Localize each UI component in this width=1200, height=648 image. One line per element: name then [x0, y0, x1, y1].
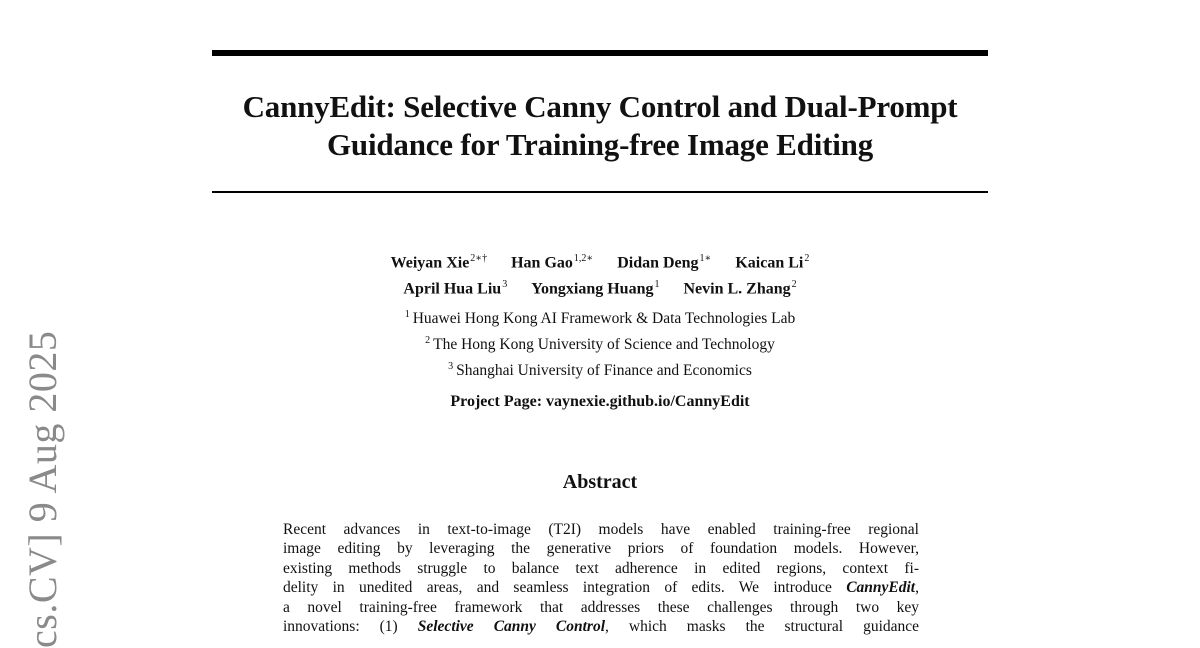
author: Didan Deng$^{1∗}$: [617, 253, 712, 272]
project-page-link[interactable]: Project Page: vaynexie.github.io/CannyEdit: [450, 393, 750, 410]
author-line-1: [212, 248, 988, 274]
author: Nevin L. Zhang$^2$: [683, 279, 797, 298]
author: April Hua Liu$^3$: [403, 279, 508, 298]
paper-title: [212, 88, 988, 164]
abstract-line: a novel training-free framework that addresses these challenges through two key: [283, 598, 919, 616]
title-line-1: CannyEdit: Selective Canny Control and Dual-Prompt: [242, 89, 958, 124]
method-name-emphasis: CannyEdit: [846, 579, 916, 597]
abstract-line: innovations: (1) Selective Canny Control, which masks the structural guidance: [283, 618, 920, 636]
abstract-line: existing methods struggle to balance text adherence in edited regions, context fi-: [283, 559, 919, 577]
arxiv-side-stamp: cs.CV] 9 Aug 2025: [20, 330, 65, 648]
top-rule: [212, 50, 988, 56]
author-line-2: [212, 274, 988, 300]
author: Weiyan Xie$^{2∗\dagger}$: [390, 253, 488, 272]
author-list: [212, 248, 988, 301]
abstract-body: [283, 520, 919, 636]
title-line-2: Guidance for Training-free Image Editing: [327, 127, 873, 162]
author: Kaican Li$^2$: [735, 253, 810, 272]
affiliation: $^1$ Huawei Hong Kong AI Framework & Data Technologies Lab: [404, 309, 796, 328]
affiliation: $^3$ Shanghai University of Finance and Economics: [448, 361, 752, 380]
selective-canny-emphasis: Selective Canny Control: [417, 618, 606, 636]
abstract-line: delity in unedited areas, and seamless integration of edits. We introduce CannyEdit,: [283, 579, 919, 597]
abstract-heading: Abstract: [562, 471, 638, 493]
affiliation: $^2$ The Hong Kong University of Science and Technology: [425, 335, 775, 354]
author: Yongxiang Huang$^1$: [531, 279, 660, 298]
abstract-line: Recent advances in text-to-image (T2I) models have enabled training-free regional: [283, 521, 919, 538]
affiliation-list: [212, 304, 988, 382]
author: Han Gao$^{1,2∗}$: [511, 253, 594, 272]
title-bottom-rule: [212, 191, 988, 193]
abstract-line: image editing by leveraging the generative priors of foundation models. However,: [283, 540, 919, 558]
